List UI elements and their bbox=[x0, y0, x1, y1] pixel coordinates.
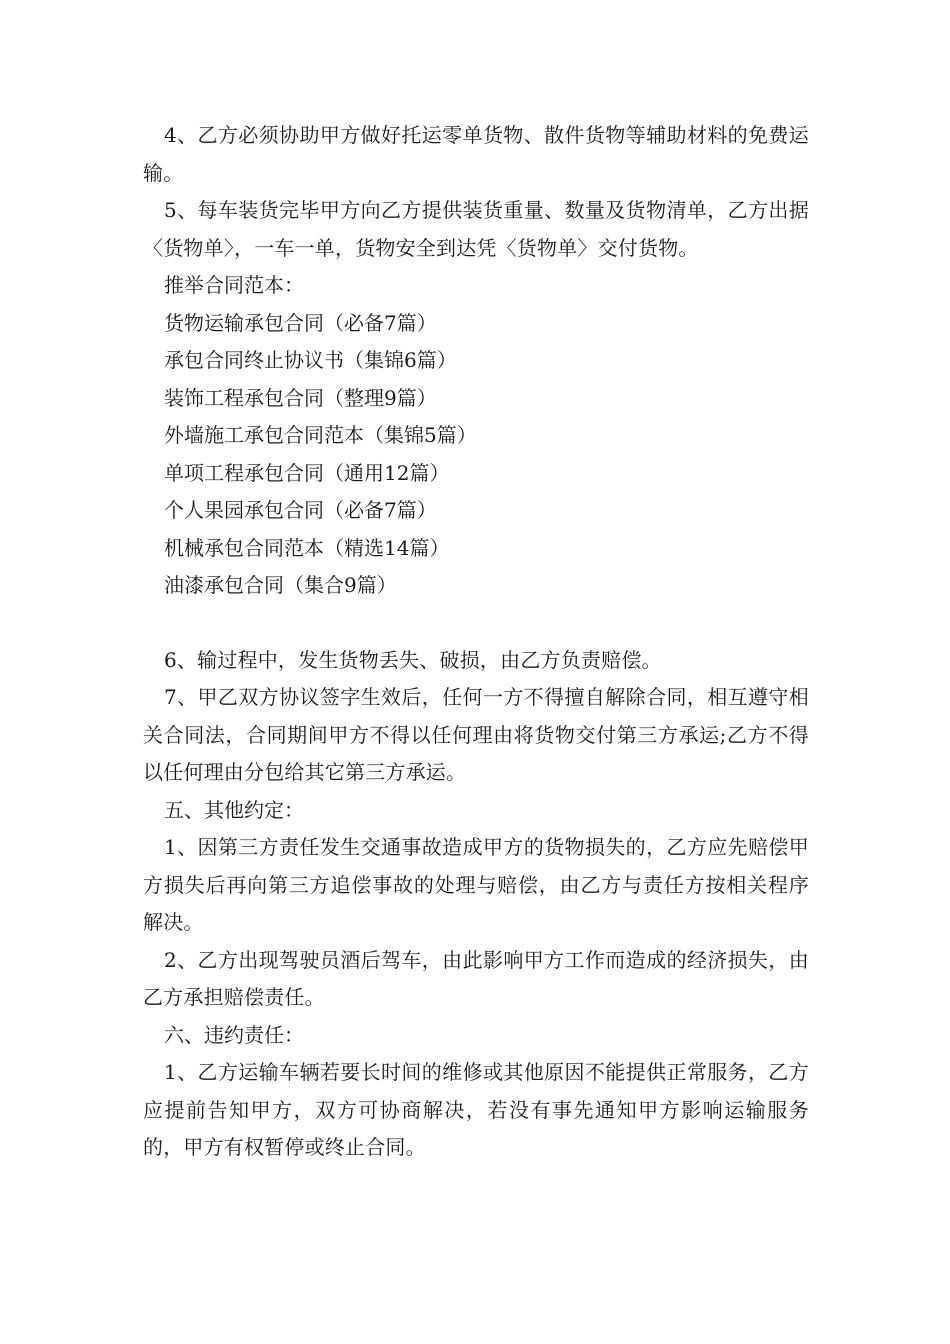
recommend-link-6[interactable]: 个人果园承包合同（必备7篇） bbox=[164, 498, 437, 522]
recommend-link-5[interactable]: 单项工程承包合同（通用12篇） bbox=[164, 460, 450, 485]
recommend-link-8[interactable]: 油漆承包合同（集合9篇） bbox=[164, 573, 397, 597]
section-5-clause-1: 1、因第三方责任发生交通事故造成甲方的货物损失的，乙方应先赔偿甲方损失后再向第三方追偿事故的处理与赔偿，由乙方与责任方按相关程序解决。 bbox=[143, 835, 809, 934]
recommend-heading: 推举合同范本： bbox=[164, 273, 304, 297]
section-5-heading: 五、其他约定： bbox=[164, 797, 304, 822]
recommend-link-7[interactable]: 机械承包合同范本（精选14篇） bbox=[164, 535, 450, 560]
clause-5: 5、每车装货完毕甲方向乙方提供装货重量、数量及货物清单，乙方出据〈货物单〉，一车一单，货物安全到达凭〈货物单〉交付货物。 bbox=[143, 198, 809, 260]
section-6-heading: 六、违约责任： bbox=[164, 1022, 304, 1047]
blank-line bbox=[143, 605, 809, 642]
recommend-link-2[interactable]: 承包合同终止协议书（集锦6篇） bbox=[164, 348, 457, 372]
recommend-link-3[interactable]: 装饰工程承包合同（整理9篇） bbox=[164, 385, 437, 410]
section-6-clause-1: 1、乙方运输车辆若要长时间的维修或其他原因不能提供正常服务，乙方应提前告知甲方，双方可协商解决，若没有事先通知甲方影响运输服务的，甲方有权暂停或终止合同。 bbox=[143, 1060, 809, 1159]
clause-6: 6、输过程中，发生货物丢失、破损，由乙方负责赔偿。 bbox=[164, 647, 662, 672]
clause-7: 7、甲乙双方协议签字生效后，任何一方不得擅自解除合同，相互遵守相关合同法，合同期间甲方不得以任何理由将货物交付第三方承运;乙方不得以任何理由分包给其它第三方承运。 bbox=[143, 685, 809, 784]
document-page bbox=[143, 117, 809, 1167]
section-5-clause-2: 2、乙方出现驾驶员酒后驾车，由此影响甲方工作而造成的经济损失，由乙方承担赔偿责任。 bbox=[143, 947, 809, 1009]
recommend-link-1[interactable]: 货物运输承包合同（必备7篇） bbox=[164, 310, 437, 335]
recommend-link-4[interactable]: 外墙施工承包合同范本（集锦5篇） bbox=[164, 423, 477, 447]
clause-4: 4、乙方必须协助甲方做好托运零单货物、散件货物等辅助材料的免费运输。 bbox=[143, 123, 809, 185]
